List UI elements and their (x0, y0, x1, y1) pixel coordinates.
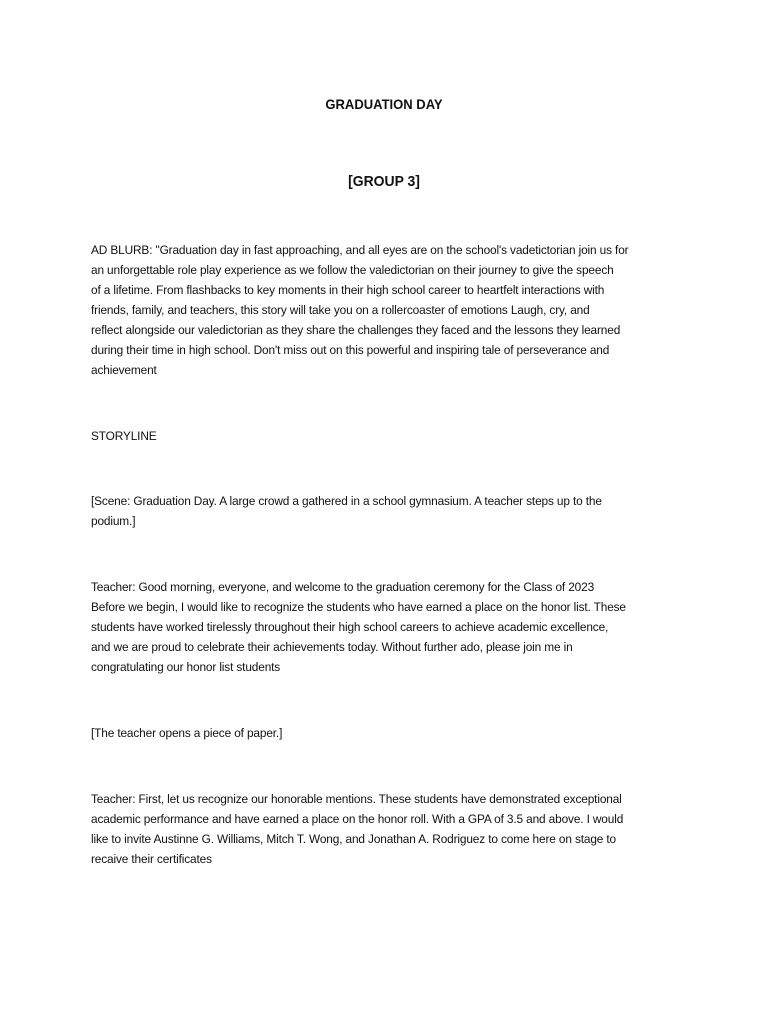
teacher-line-2: Teacher: First, let us recognize our honorable mentions. These students have demonstrated exceptional academic performance and have earned a place on the honor roll. With a GPA of 3.5 and above. I would like to invite Austinne G. Williams, Mitch T. Wong, and Jonathan A. Rodriguez to come here on stage to recaive their certificates (91, 792, 624, 866)
group-label: [GROUP 3] (348, 173, 420, 190)
document-title: GRADUATION DAY (325, 96, 443, 112)
storyline-heading: STORYLINE (91, 429, 157, 443)
teacher-line-1: Teacher: Good morning, everyone, and welcome to the graduation ceremony for the Class of 2023 Before we begin, I would like to recognize the students who have earned a place on the honor list. These students have worked tirelessly throughout their high school careers to achieve academic excellence, and we are proud to celebrate their achievements today. Without further ado, please join me in congratulating our honor list students (91, 580, 626, 674)
stage-direction-paragraph: [The teacher opens a piece of paper.] (91, 726, 283, 740)
ad-blurb-paragraph: AD BLURB: "Graduation day in fast approaching, and all eyes are on the school's vadetictorian join us for an unforgettable role play experience as we follow the valedictorian on their journey to give the speech of a lifetime. From flashbacks to key moments in their high school career to heartfelt interactions with friends, family, and teachers, this story will take you on a rollercoaster of emotions Laugh, cry, and reflect alongside our valedictorian as they share the challenges they faced and the lessons they learned during their time in high school. Don't miss out on this powerful and inspiring tale of perseverance and achievement (91, 243, 629, 377)
scene-direction-paragraph: [Scene: Graduation Day. A large crowd a gathered in a school gymnasium. A teacher steps up to the podium.] (91, 494, 602, 528)
